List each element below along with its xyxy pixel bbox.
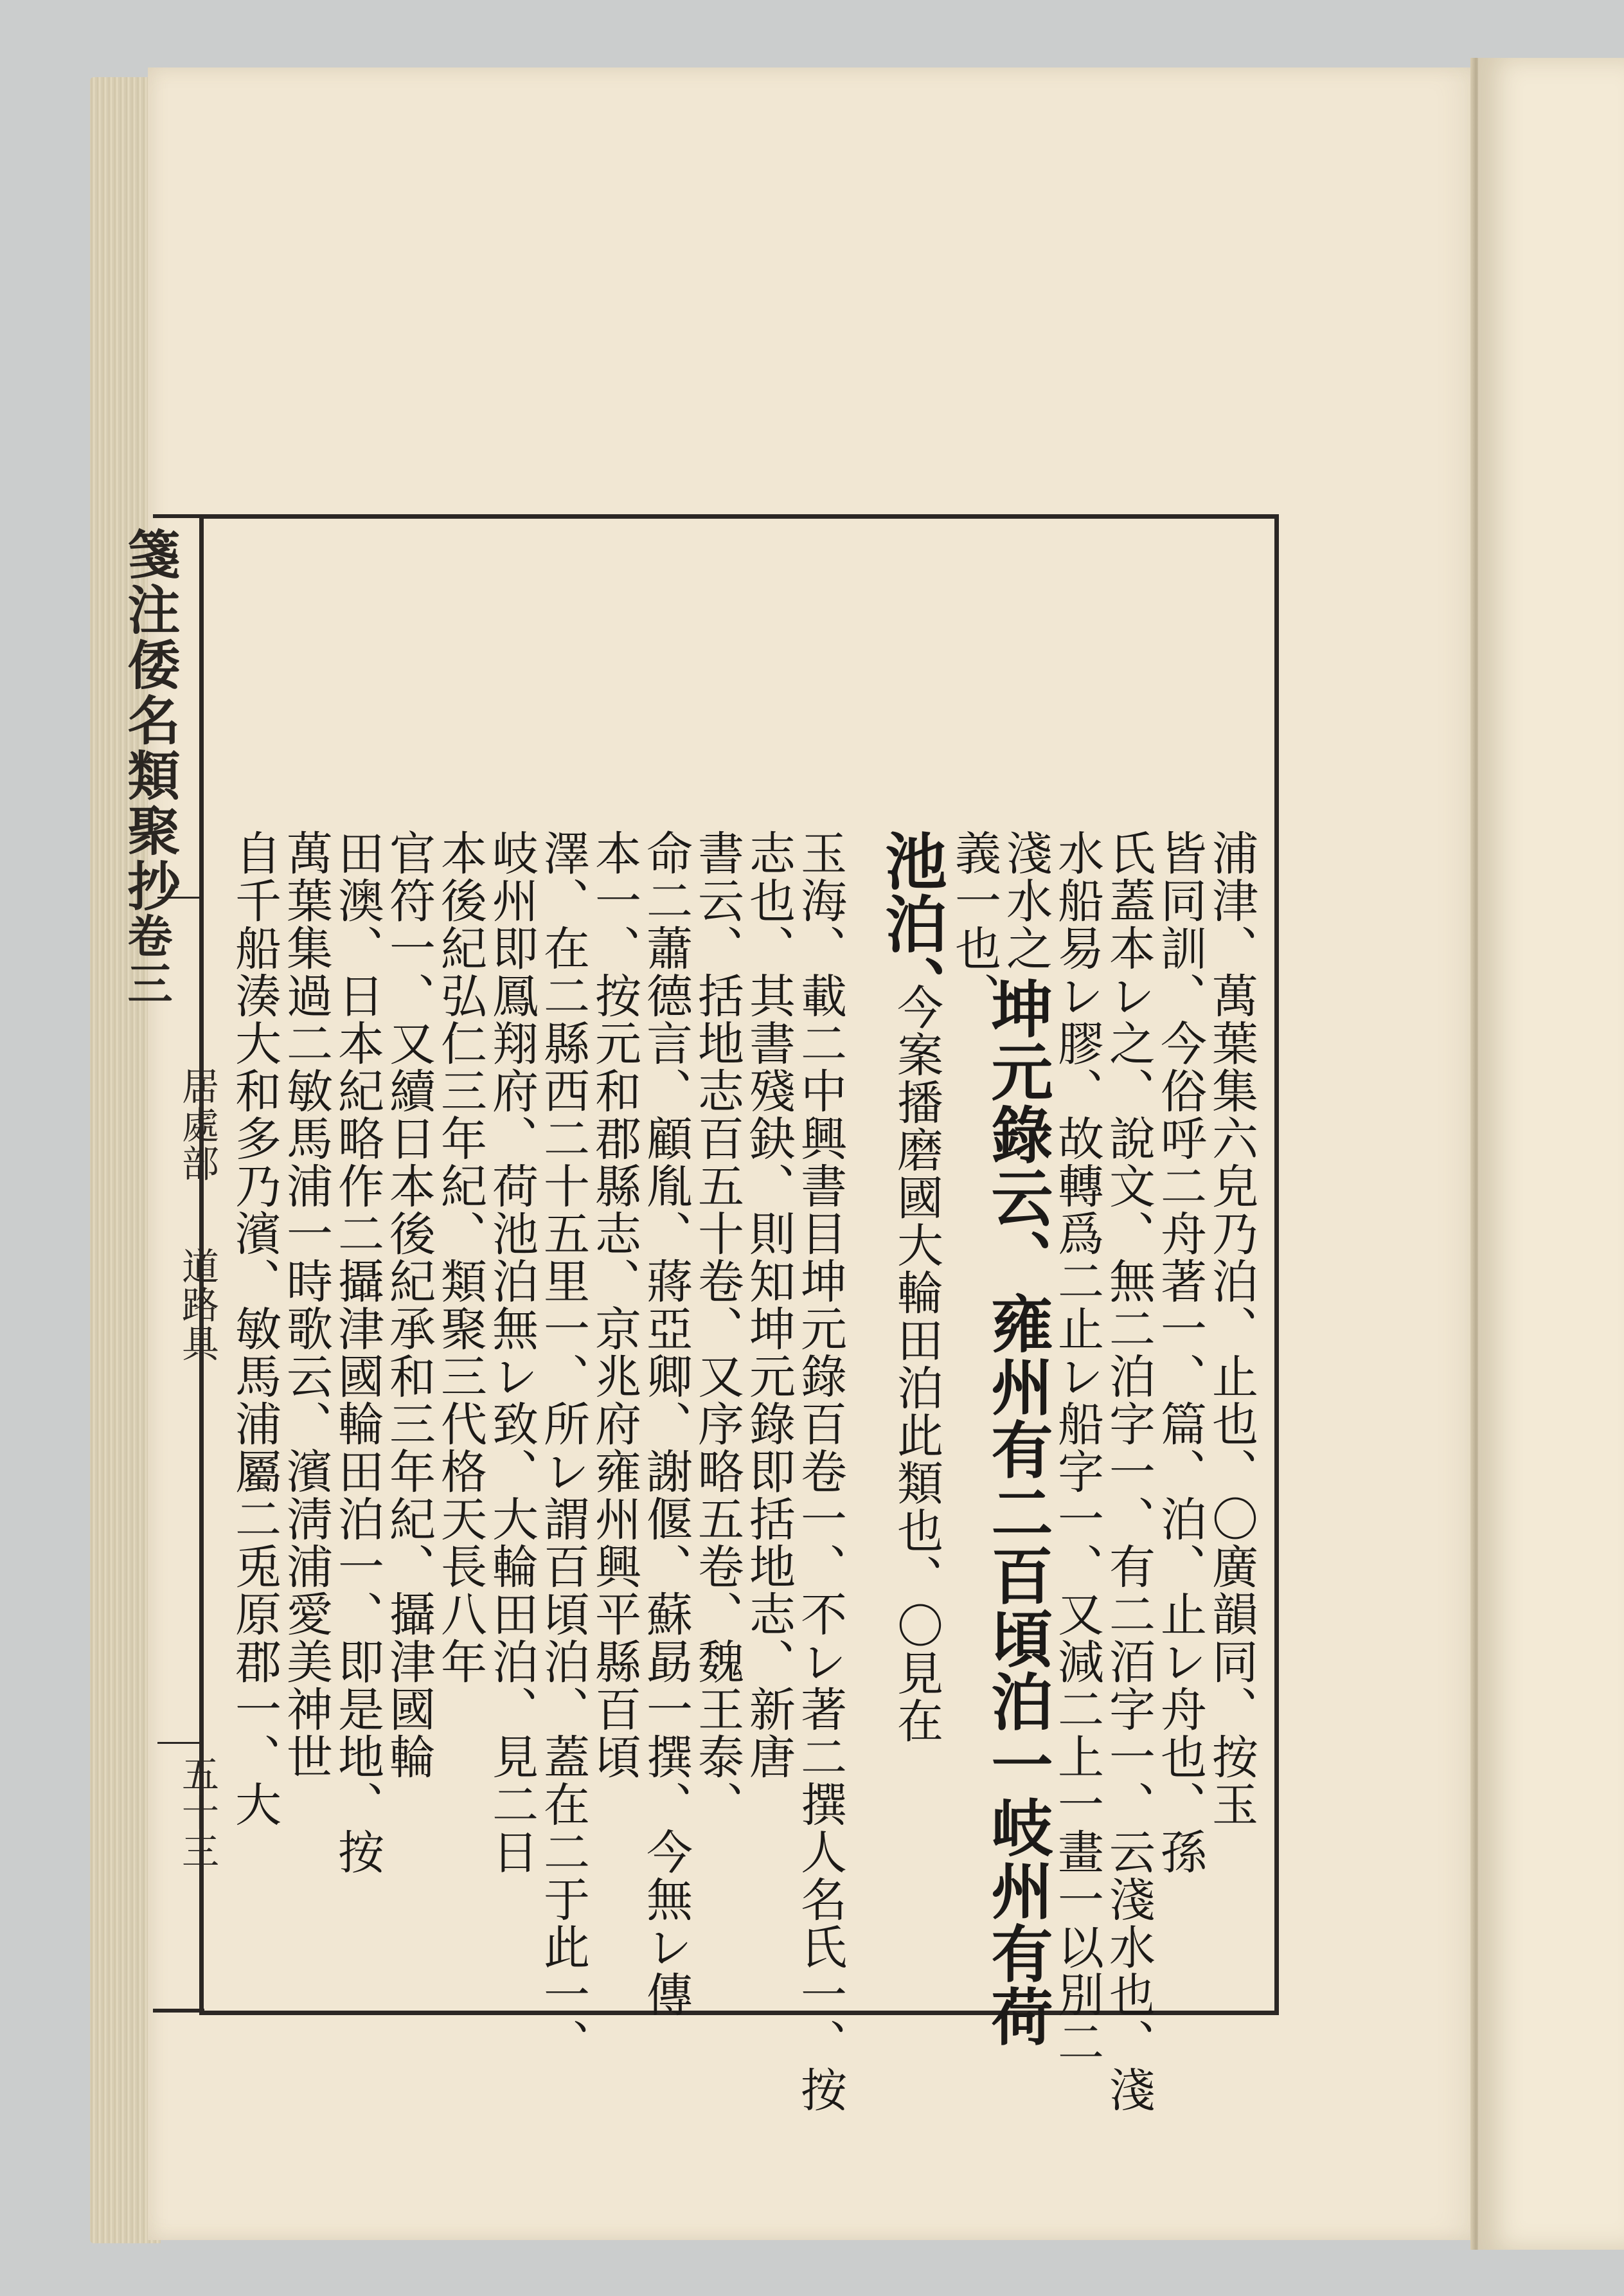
subsection-label: 道路具 — [175, 1247, 219, 1363]
text-column-14: 岐州即鳳翔府、荷池泊無レ致、大輪田泊、見二日 — [485, 829, 539, 1876]
page-number: 五十三 — [175, 1755, 219, 1870]
text-column-12: 本一、按元和郡縣志、京兆府雍州興平縣百頃 — [587, 829, 641, 1780]
text-column-18: 萬葉集過二敏馬浦一時歌云、濱淸浦愛美神世 — [279, 829, 333, 1780]
text-column-4: 水船易レ膠、故轉爲二止レ船字一、又減二上一畫一以別二 — [1050, 829, 1104, 2066]
entry-heading-ike-tomari: 池泊、 — [875, 829, 948, 1018]
text-column-16: 官符一、又續日本後紀承和三年紀、攝津國輪 — [382, 829, 436, 1780]
text-column-1: 浦津、萬葉集六皃乃泊、止也、〇廣韻同、按玉 — [1204, 829, 1258, 1828]
text-column-7: 今案播磨國大輪田泊此類也、〇見在 — [889, 983, 943, 1744]
text-column-5-heading: 坤元錄云、雍州有二百頃泊一岐州有荷 — [981, 977, 1054, 2048]
text-column-15: 本後紀弘仁三年紀、類聚三代格天長八年 — [433, 829, 487, 1685]
text-column-3: 氏蓋本レ之、說文、無二泊字一、有二洦字一、云淺水也、淺 — [1102, 829, 1156, 2113]
book-title: 箋注倭名類聚抄 — [119, 527, 181, 914]
text-column-13: 澤、在二縣西二十五里一、所レ謂百頃泊、蓋在二于此一、 — [536, 829, 590, 2066]
text-column-5-small: 淺水之 — [999, 829, 1053, 972]
text-column-10: 書云、括地志百五十卷、又序略五卷、魏王泰、 — [690, 829, 744, 1828]
text-column-8: 玉海、載二中興書目坤元錄百卷一、不レ著二撰人名氏一、按 — [793, 829, 847, 2113]
text-column-17: 田澳、日本紀略作二攝津國輪田泊一、即是地、按 — [330, 829, 384, 1876]
text-column-9: 志也、其書殘鈌、則知坤元錄即括地志、新唐 — [742, 829, 796, 1780]
margin-rule-lower — [157, 1742, 202, 1744]
text-column-2: 皆同訓、今俗呼二舟著一、篇、泊、止レ舟也、孫 — [1153, 829, 1207, 1876]
section-label: 居處部 — [175, 1067, 219, 1183]
margin-rule-top — [153, 514, 204, 518]
facing-page — [1478, 58, 1624, 2250]
volume-label: 卷三 — [120, 913, 174, 1008]
margin-rule-bottom — [153, 2009, 204, 2013]
text-column-19: 自千船湊大和多乃濱、敏馬浦屬二兎原郡一、大 — [228, 829, 281, 1828]
text-column-6: 義一也、 — [947, 829, 1001, 1019]
text-column-11: 命二蕭德言、顧胤、蔣亞卿、謝偃、蘇勗一撰、今無レ傳 — [639, 829, 693, 2018]
